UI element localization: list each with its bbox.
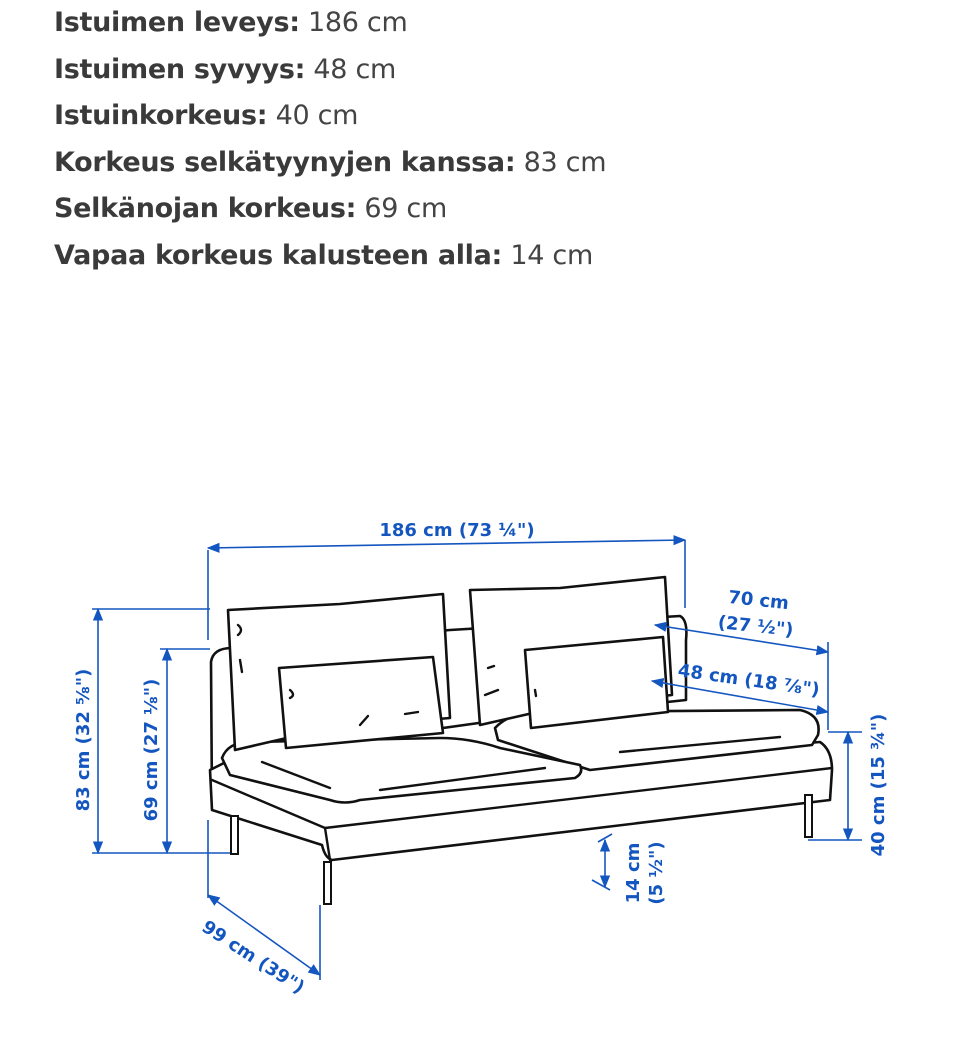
dim-seat-depth-label: 48 cm (18 ⅞") [676,660,821,701]
dim-width-label: 186 cm (73 ¼") [379,520,535,541]
pillow-left [279,657,443,748]
dim-armrest-depth-in-label: (27 ½") [716,612,795,641]
dim-depth-label: 99 cm (39") [197,916,309,999]
spec-value: 48 cm [313,53,396,85]
dim-armrest-depth-cm-label: 70 cm [727,586,790,615]
dim-clearance-cm-label: 14 cm [623,842,644,904]
sofa-leg [324,862,331,904]
dim-backrest-label: 69 cm (27 ⅛") [141,678,162,822]
spec-label: Vapaa korkeus kalusteen alla: [54,239,503,271]
spec-label: Selkänojan korkeus: [54,193,357,225]
pillow-crease [535,690,536,696]
dim-width-line [208,540,685,548]
spec-label: Istuinkorkeus: [54,100,268,132]
sofa-leg [231,816,238,854]
spec-label: Korkeus selkätyynyjen kanssa: [54,146,516,178]
spec-value: 69 cm [364,193,447,225]
spec-value: 186 cm [308,7,408,38]
spec-label: Istuimen syvyys: [54,53,306,85]
extension-line [592,880,610,890]
spec-value: 83 cm [523,146,607,178]
pillow-right [525,637,668,728]
spec-value: 14 cm [510,239,593,271]
dim-height-cushions-label: 83 cm (32 ⅝") [73,668,94,812]
spec-value: 40 cm [275,100,359,132]
spec-label: Istuimen leveys: [54,7,300,38]
dim-seat-height-label: 40 cm (15 ¾") [868,713,889,857]
sofa-leg [805,795,812,837]
dim-clearance-in-label: (5 ½") [646,841,667,905]
